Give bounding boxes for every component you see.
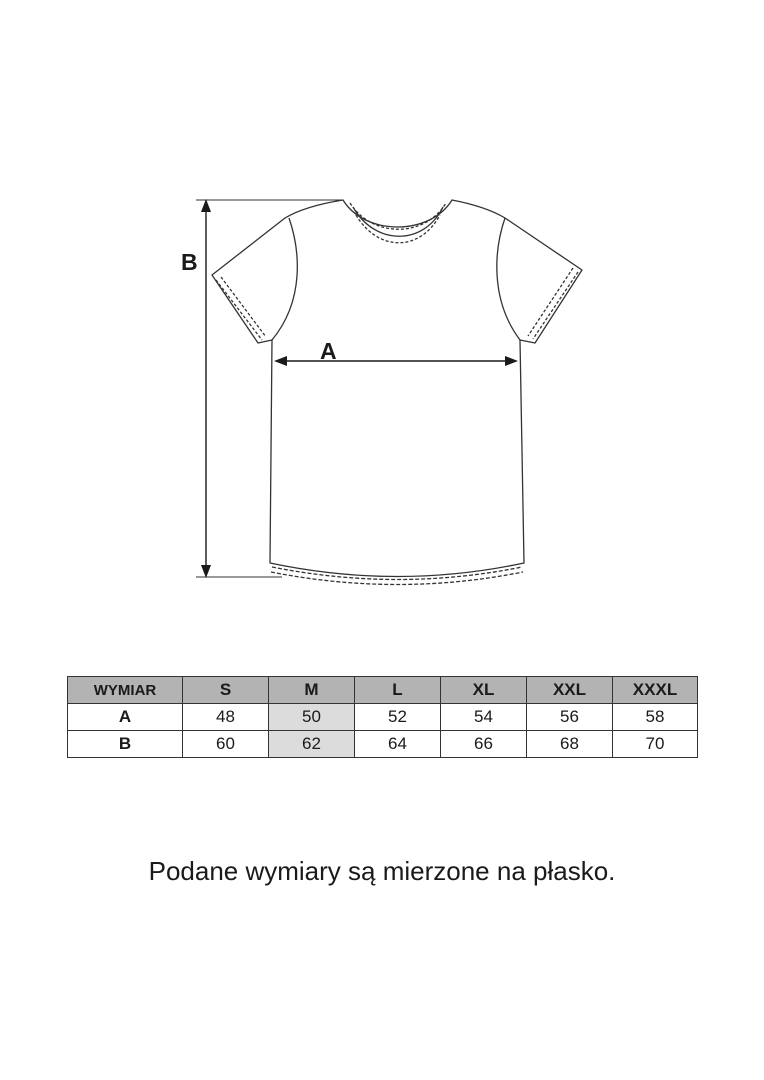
measurement-a-arrow	[274, 356, 518, 366]
table-cell-highlight: 62	[269, 731, 355, 758]
table-header-row	[68, 677, 698, 704]
header-size-l: L	[355, 677, 441, 704]
measurement-note: Podane wymiary są mierzone na płasko.	[148, 856, 616, 886]
size-table	[67, 676, 698, 758]
header-size-xxxl: XXXL	[613, 677, 698, 704]
table-cell: 70	[613, 731, 698, 758]
table-cell: 58	[613, 704, 698, 731]
table-cell: 64	[355, 731, 441, 758]
table-cell: 56	[527, 704, 613, 731]
label-a: A	[320, 338, 337, 364]
table-row	[68, 731, 698, 758]
table-cell: 52	[355, 704, 441, 731]
table-cell: 66	[441, 731, 527, 758]
header-size-xl: XL	[441, 677, 527, 704]
table-cell: 54	[441, 704, 527, 731]
measurement-b-guides	[196, 200, 343, 577]
label-b: B	[181, 249, 198, 275]
header-size-s: S	[183, 677, 269, 704]
table-row	[68, 704, 698, 731]
table-cell-highlight: 50	[269, 704, 355, 731]
table-cell: 48	[183, 704, 269, 731]
table-cell: 68	[527, 731, 613, 758]
tshirt-outline	[212, 200, 582, 585]
row-label-b: B	[68, 731, 183, 758]
measurement-b-arrow	[201, 199, 211, 578]
row-label-a: A	[68, 704, 183, 731]
header-size-m: M	[269, 677, 355, 704]
header-wymiar: WYMIAR	[68, 677, 183, 704]
table-cell: 60	[183, 731, 269, 758]
header-size-xxl: XXL	[527, 677, 613, 704]
